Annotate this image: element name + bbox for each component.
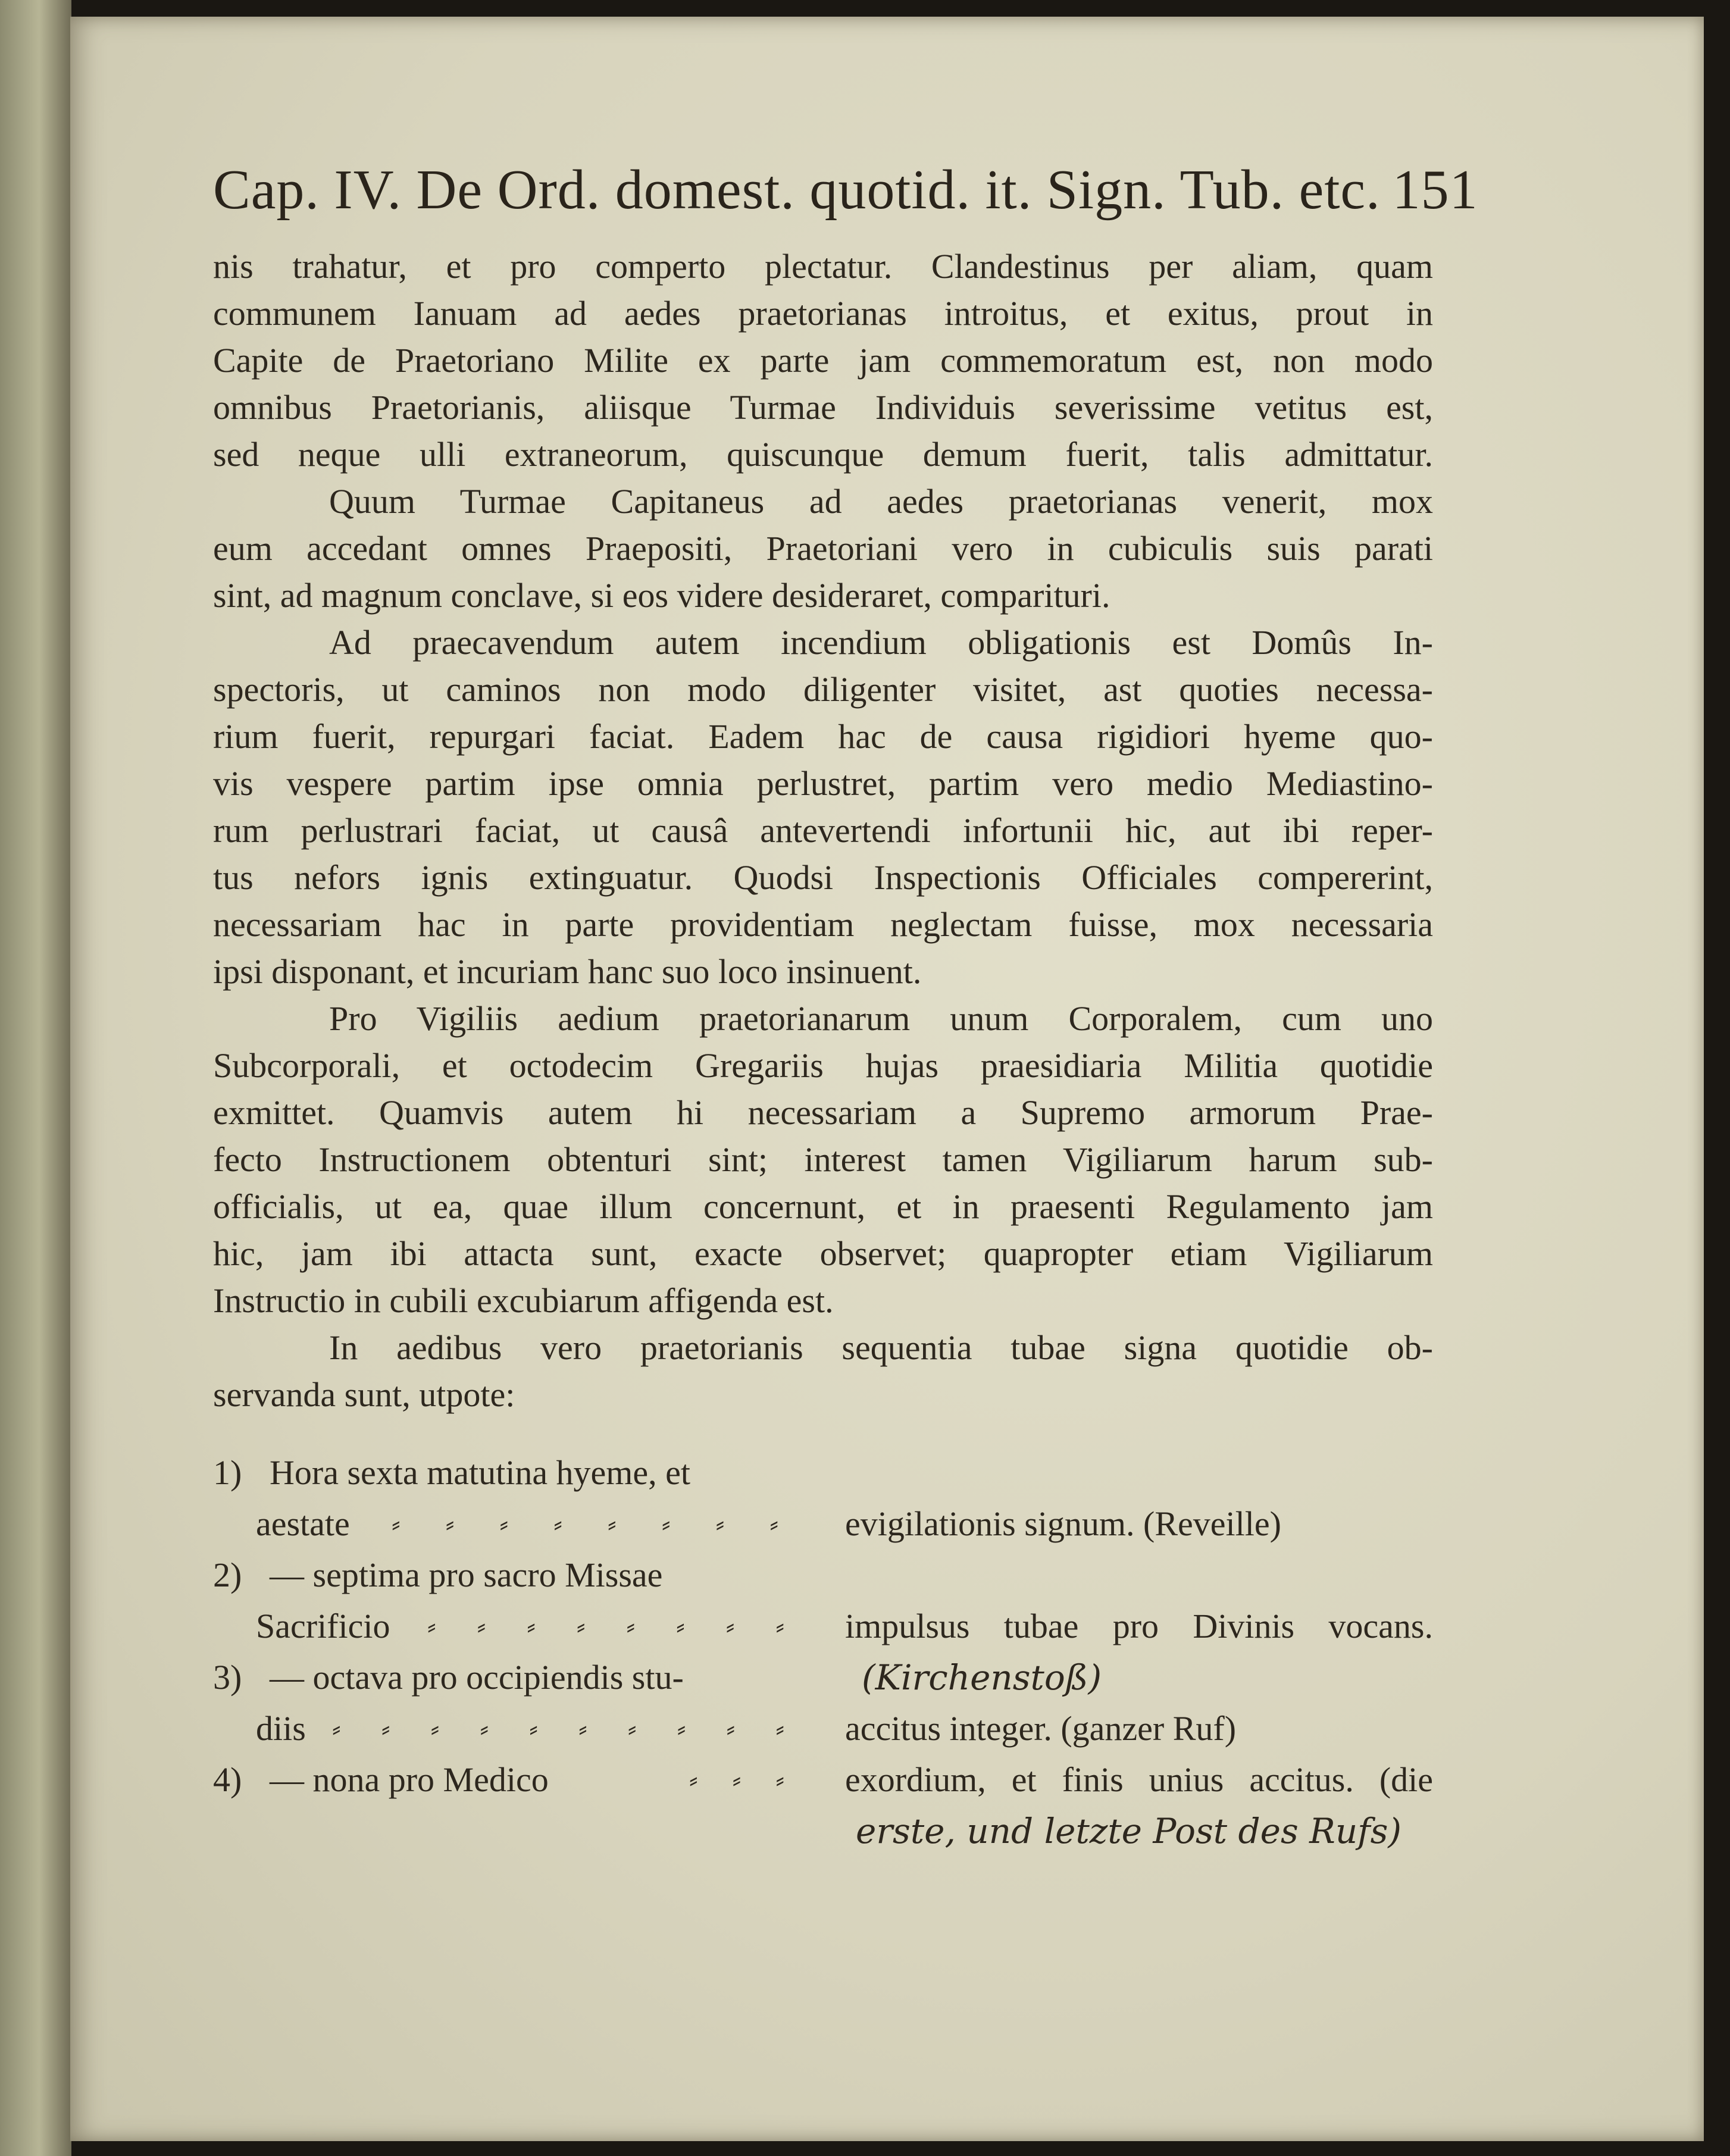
text-line: Pro Vigiliis aedium praetorianarum unum Corporalem, cum uno — [329, 999, 1433, 1038]
text-line: hic, jam ibi attacta sunt, exacte observet; quapropter etiam Vigiliarum — [213, 1234, 1433, 1273]
item-text: — septima pro sacro Missae — [270, 1556, 663, 1594]
item-meaning-german: erste, und letzte Post des Rufs) — [856, 1811, 1402, 1851]
item-number: 1) — [213, 1453, 242, 1492]
text-line: Quum Turmae Capitaneus ad aedes praetorianas venerit, mox — [329, 482, 1433, 521]
list-item — [213, 1652, 1433, 1703]
text-line: vis vespere partim ipse omnia perlustret, partim vero medio Mediastino- — [213, 764, 1433, 803]
item-number: 2) — [213, 1556, 242, 1594]
text-line: nis trahatur, et pro comperto plectatur. Clandestinus per aliam, quam — [213, 247, 1433, 286]
list-item — [213, 1703, 1433, 1754]
page-number: 151 — [1392, 159, 1478, 221]
item-text: Hora sexta matutina hyeme, et — [270, 1453, 691, 1492]
text-line: Capite de Praetoriano Milite ex parte jam commemoratum est, non modo — [213, 341, 1433, 380]
item-number: 3) — [213, 1658, 242, 1697]
leader-dots: ⸗ ⸗ ⸗ ⸗ ⸗ ⸗ ⸗ ⸗ — [392, 1509, 778, 1538]
text-line: omnibus Praetorianis, aliisque Turmae Individuis severissime vetitus est, — [213, 388, 1433, 427]
list-item — [213, 1447, 1433, 1498]
text-line: Subcorporali, et octodecim Gregariis hujas praesidiaria Militia quotidie — [213, 1046, 1433, 1085]
text-line: servanda sunt, utpote: — [213, 1375, 515, 1414]
text-line: officialis, ut ea, quae illum concernunt, et in praesenti Regulamento jam — [213, 1187, 1433, 1226]
list-item — [213, 1550, 1433, 1601]
item-meaning: accitus integer. (ganzer Ruf) — [845, 1709, 1237, 1748]
list-item — [213, 1805, 1433, 1857]
text-line: rium fuerit, repurgari faciat. Eadem hac de causa rigidiori hyeme quo- — [213, 717, 1433, 756]
running-header — [213, 158, 1478, 222]
item-text: Sacrificio — [256, 1607, 390, 1645]
item-text: diis — [256, 1709, 306, 1748]
item-meaning: exordium, et finis unius accitus. (die — [845, 1760, 1433, 1799]
item-text: — nona pro Medico — [270, 1760, 549, 1799]
text-line: sed neque ulli extraneorum, quiscunque demum fuerit, talis admittatur. — [213, 435, 1433, 474]
text-line: tus nefors ignis extinguatur. Quodsi Inspectionis Officiales compererint, — [213, 858, 1433, 897]
text-line: Ad praecavendum autem incendium obligationis est Domûs In- — [329, 623, 1433, 662]
text-line: rum perlustrari faciat, ut causâ antevertendi infortunii hic, aut ibi reper- — [213, 811, 1433, 850]
text-line: In aedibus vero praetorianis sequentia tubae signa quotidie ob- — [329, 1328, 1433, 1367]
leader-dots: ⸗ ⸗ ⸗ — [689, 1765, 784, 1794]
leader-dots: ⸗ ⸗ ⸗ ⸗ ⸗ ⸗ ⸗ ⸗ — [427, 1611, 784, 1641]
text-line: spectoris, ut caminos non modo diligenter visitet, ast quoties necessa- — [213, 670, 1433, 709]
list-item — [213, 1498, 1433, 1550]
list-item — [213, 1601, 1433, 1652]
item-meaning-german: (Kirchenstoß) — [862, 1657, 1102, 1698]
text-line: Instructio in cubili excubiarum affigenda est. — [213, 1281, 834, 1320]
left-page-edge — [0, 0, 71, 2156]
text-line: ipsi disponant, et incuriam hanc suo loco insinuent. — [213, 952, 922, 991]
body-text — [213, 243, 1433, 1418]
text-line: sint, ad magnum conclave, si eos videre desideraret, comparituri. — [213, 576, 1110, 615]
item-text: — octava pro occipiendis stu- — [270, 1658, 684, 1697]
text-line: exmittet. Quamvis autem hi necessariam a Supremo armorum Prae- — [213, 1093, 1433, 1132]
signal-list — [213, 1447, 1433, 1857]
item-meaning: impulsus tubae pro Divinis vocans. — [845, 1607, 1433, 1645]
text-line: communem Ianuam ad aedes praetorianas introitus, et exitus, prout in — [213, 294, 1433, 333]
text-line: fecto Instructionem obtenturi sint; interest tamen Vigiliarum harum sub- — [213, 1140, 1433, 1179]
text-line: necessariam hac in parte providentiam neglectam fuisse, mox necessaria — [213, 905, 1433, 944]
leader-dots: ⸗ ⸗ ⸗ ⸗ ⸗ ⸗ ⸗ ⸗ ⸗ ⸗ — [332, 1714, 784, 1743]
item-meaning: evigilationis signum. (Reveille) — [845, 1504, 1281, 1543]
list-item — [213, 1754, 1433, 1805]
item-number: 4) — [213, 1760, 242, 1799]
text-line: eum accedant omnes Praepositi, Praetoriani vero in cubiculis suis parati — [213, 529, 1433, 568]
item-text: aestate — [256, 1504, 350, 1543]
header-title: Cap. IV. De Ord. domest. quotid. it. Sign. Tub. etc. — [213, 159, 1381, 221]
